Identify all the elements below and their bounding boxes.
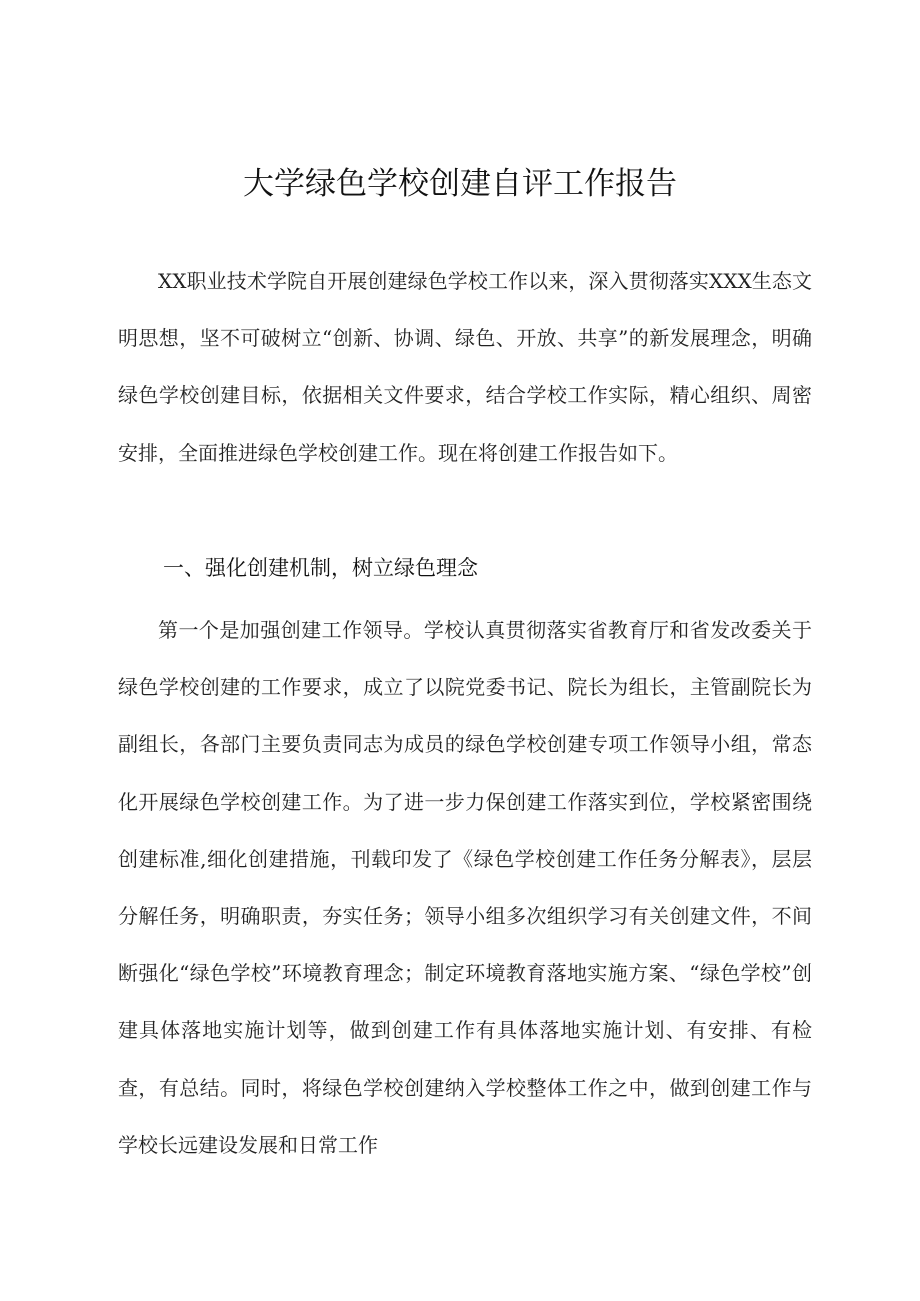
intro-paragraph: XX职业技术学院自开展创建绿色学校工作以来，深入贯彻落实XXX生态文明思想，坚不可破树立“创新、协调、绿色、开放、共享”的新发展理念，明确绿色学校创建目标，依据相关文件要求，结合学校工作实际，精心组织、周密安排，全面推进绿色学校创建工作。现在将创建工作报告如下。 (118, 269, 812, 465)
section-1-paragraph: 第一个是加强创建工作领导。学校认真贯彻落实省教育厅和省发改委关于绿色学校创建的工作要求，成立了以院党委书记、院长为组长，主管副院长为副组长，各部门主要负责同志为成员的绿色学校创建专项工作领导小组，常态化开展绿色学校创建工作。为了进一步力保创建工作落实到位，学校紧密围绕创建标准,细化创建措施，刊载印发了《绿色学校创建工作任务分解表》，层层分解任务，明确职责，夯实任务；领导小组多次组织学习有关创建文件，不间断强化“绿色学校”环境教育理念；制定环境教育落地实施方案、“绿色学校”创建具体落地实施计划等，做到创建工作有具体落地实施计划、有安排、有检查，有总结。同时，将绿色学校创建纳入学校整体工作之中，做到创建工作与学校长远建设发展和日常工作 (118, 618, 812, 1157)
document-title: 大学绿色学校创建自评工作报告 (243, 166, 677, 202)
section-1-heading: 一、强化创建机制，树立绿色理念 (163, 556, 478, 580)
